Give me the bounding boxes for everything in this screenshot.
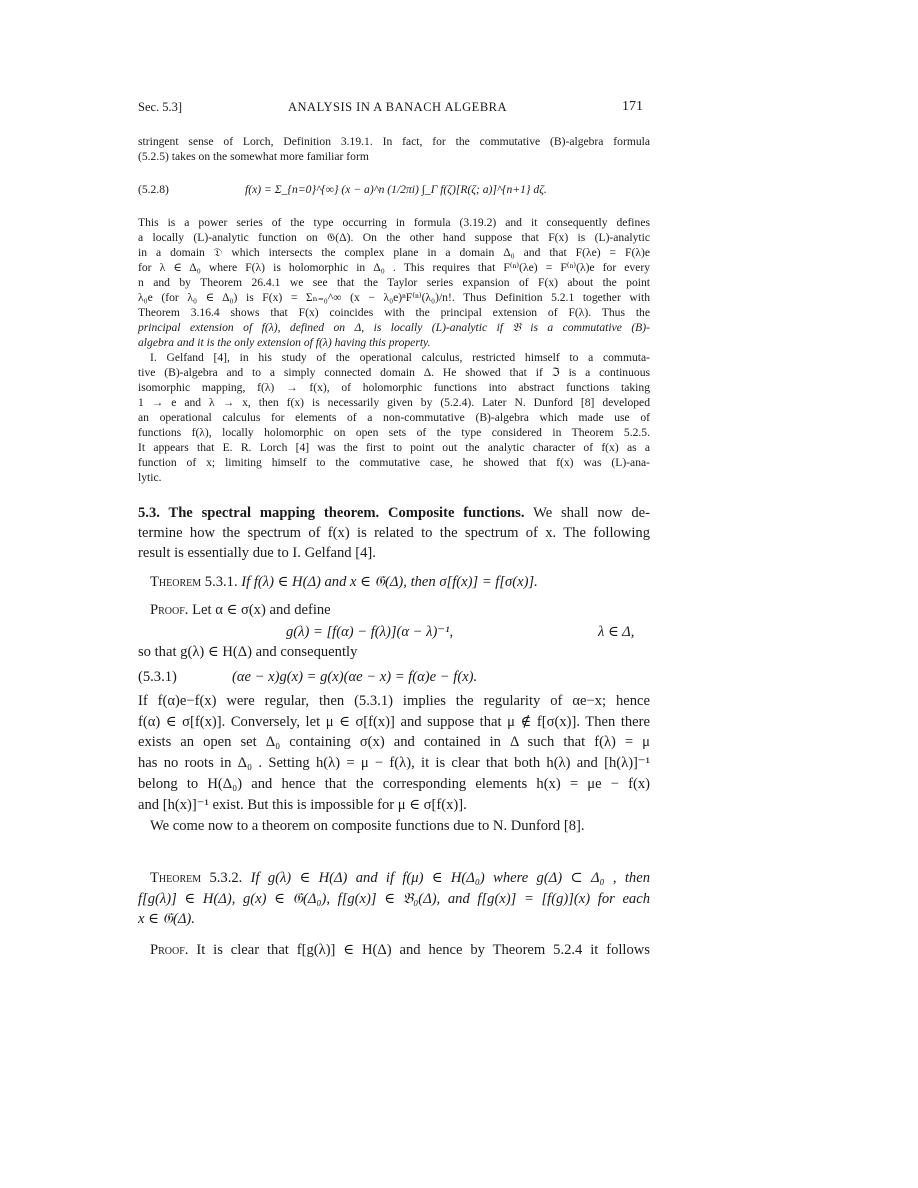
text-line: function of x; limiting himself to the commutative case, he showed that f(x) was (L)-ana- (138, 456, 650, 469)
text-line: a locally (L)-analytic function on 𝔊(Δ). On the other hand suppose that F(x) is (L)-analytic (138, 231, 650, 244)
proof-text: It is clear that f[g(λ)] ∈ H(Δ) and hence by Theorem 5.2.4 it follows (188, 942, 650, 958)
text-line: isomorphic mapping, f(λ) → f(x), of holomorphic functions into abstract functions taking (138, 381, 650, 394)
text-line: exists an open set Δ₀ containing σ(x) and contained in Δ such that f(λ) = μ (138, 734, 650, 750)
text-line: an operational calculus for elements of a non-commutative (B)-algebra which made use of (138, 411, 650, 424)
proof-text: Let α ∈ σ(x) and define (192, 602, 331, 618)
theorem-5-3-1 (150, 573, 650, 591)
theorem-statement: If g(λ) ∈ H(Δ) and if f(μ) ∈ H(Δ₀) where g(Δ) ⊂ Δ₀ , then (242, 870, 650, 886)
text-line: tive (B)-algebra and to a simply connected domain Δ. He showed that if ℑ is a continuous (138, 366, 650, 379)
text-line (138, 504, 650, 522)
proof-label: Proof. (150, 942, 189, 958)
text-line: f(α) ∈ σ[f(x)]. Conversely, let μ ∈ σ[f(x)] and suppose that μ ∉ f[σ(x)]. Then there (138, 714, 650, 730)
theorem-label: Theorem 5.3.1. (150, 574, 238, 590)
equation-label: (5.2.8) (138, 183, 169, 196)
text-line: I. Gelfand [4], in his study of the operational calculus, restricted himself to a commuta- (150, 351, 650, 364)
text-line: for λ ∈ Δ₀ where F(λ) is holomorphic in Δ₀ . This requires that F⁽ⁿ⁾(λe) = F⁽ⁿ⁾(λ)e for every (138, 261, 650, 274)
text-line: termine how the spectrum of f(x) is related to the spectrum of x. The following (138, 525, 650, 541)
text-line: If f(α)e−f(x) were regular, then (5.3.1) implies the regularity of αe−x; hence (138, 693, 650, 709)
text-line: We come now to a theorem on composite functions due to N. Dunford [8]. (150, 818, 585, 834)
text-line: and [h(x)]⁻¹ exist. But this is impossible for μ ∈ σ[f(x)]. (138, 797, 467, 813)
proof-5-3-1 (150, 601, 650, 619)
text-line: n and by Theorem 26.4.1 we see that the Taylor series expansion of F(x) about the point (138, 276, 650, 289)
page-number: 171 (622, 99, 643, 114)
equation-formula: f(x) = Σ_{n=0}^{∞} (x − a)^n (1/2πi) ∫_Γ f(ζ)[R(ζ; a)]^{n+1} dζ. (245, 183, 547, 196)
theorem-statement: If f(λ) ∈ H(Δ) and x ∈ 𝔊(Δ), then σ[f(x)] = f[σ(x)]. (241, 574, 538, 590)
text-line: stringent sense of Lorch, Definition 3.19.1. In fact, for the commutative (B)-algebra formula (138, 135, 650, 148)
text-line: 1 → e and λ → x, then f(x) is necessarily given by (5.2.4). Later N. Dunford [8] developed (138, 396, 650, 409)
text-line: functions f(λ), locally holomorphic on open sets of the type considered in Theorem 5.2.5. (138, 426, 650, 439)
equation-formula: g(λ) = [f(α) − f(λ)](α − λ)⁻¹, (286, 624, 454, 640)
proof-5-3-2 (150, 941, 650, 959)
text-line: so that g(λ) ∈ H(Δ) and consequently (138, 644, 358, 660)
text-line: This is a power series of the type occurring in formula (3.19.2) and it consequently defines (138, 216, 650, 229)
proof-label: Proof. (150, 602, 189, 618)
text-line: λ₀e (for λ₀ ∈ Δ₀) is F(x) = Σₙ₌₀^∞ (x − λ₀e)ⁿF⁽ⁿ⁾(λ₀)/n!. Thus Definition 5.2.1 together with (138, 291, 650, 304)
equation-formula: (αe − x)g(x) = g(x)(αe − x) = f(α)e − f(x). (232, 669, 478, 685)
equation-label: (5.3.1) (138, 669, 177, 685)
text-line: x ∈ 𝔊(Δ). (138, 911, 195, 927)
text-line (150, 869, 650, 887)
running-title: ANALYSIS IN A BANACH ALGEBRA (288, 100, 508, 114)
text-line: has no roots in Δ₀ . Setting h(λ) = μ − f(λ), it is clear that both h(λ) and [h(λ)]⁻¹ (138, 755, 650, 771)
text-span: We shall now de- (524, 505, 651, 521)
section-ref: Sec. 5.3] (138, 100, 183, 114)
equation-condition: λ ∈ Δ, (598, 624, 635, 640)
text-line: Theorem 3.16.4 shows that F(x) coincides with the principal extension of F(λ). Thus the (138, 306, 650, 319)
text-line: algebra and it is the only extension of f(λ) having this property. (138, 336, 431, 349)
text-line: It appears that E. R. Lorch [4] was the first to point out the analytic character of f(x) as a (138, 441, 650, 454)
text-line: (5.2.5) takes on the somewhat more familiar form (138, 150, 369, 163)
text-line: lytic. (138, 471, 162, 484)
text-line: belong to H(Δ₀) and hence that the corresponding elements h(x) = μe − f(x) (138, 776, 650, 792)
section-heading: 5.3. The spectral mapping theorem. Composite functions. (138, 505, 525, 521)
text-line: f[g(λ)] ∈ H(Δ), g(x) ∈ 𝔊(Δ₀), f[g(x)] ∈ 𝔅₀(Δ), and f[g(x)] = [f(g)](x) for each (138, 891, 650, 907)
text-line: principal extension of f(λ), defined on Δ, is locally (L)-analytic if 𝔅 is a commutative (B)- (138, 321, 650, 334)
text-line: in a domain 𝔇 which intersects the complex plane in a domain Δ₀ and that F(λe) = F(λ)e (138, 246, 650, 259)
theorem-label: Theorem 5.3.2. (150, 870, 243, 886)
text-line: result is essentially due to I. Gelfand [4]. (138, 545, 376, 561)
